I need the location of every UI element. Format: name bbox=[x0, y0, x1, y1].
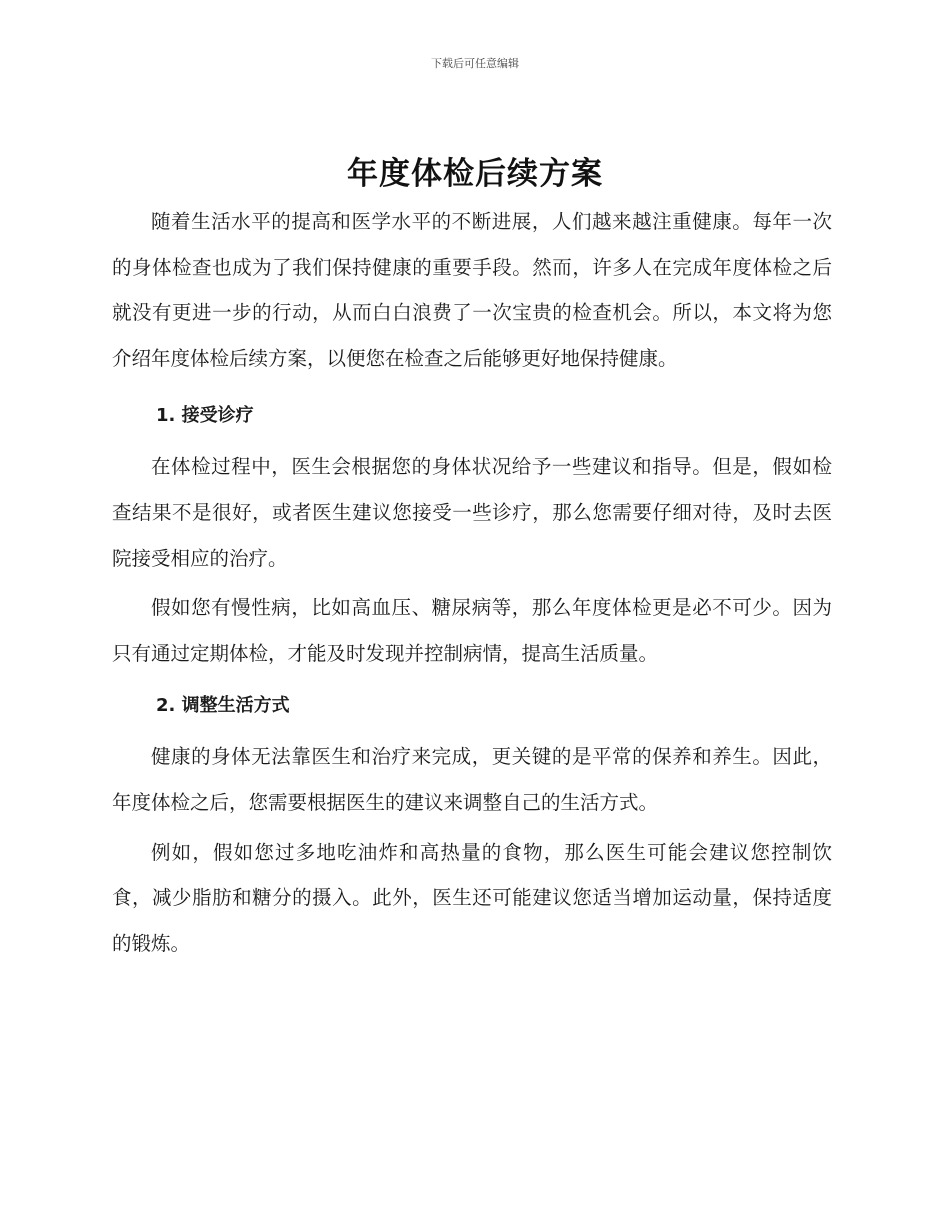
header-note: 下载后可任意编辑 bbox=[431, 57, 519, 70]
section-heading-treatment: 1. 接受诊疗 bbox=[156, 405, 254, 427]
intro-paragraph: 随着生活水平的提高和医学水平的不断进展，人们越来越注重健康。每年一次的身体检查也成为了我们保持健康的重要手段。然而，许多人在完成年度体检之后就没有更进一步的行动，从而白白浪费了一次宝贵的检查机会。所以，本文将为您介绍年度体检后续方案，以便您在检查之后能够更好地保持健康。 bbox=[112, 210, 832, 370]
section-1-paragraph-2: 假如您有慢性病，比如高血压、糖尿病等，那么年度体检更是必不可少。因为只有通过定期体检，才能及时发现并控制病情，提高生活质量。 bbox=[112, 596, 832, 665]
document-title: 年度体检后续方案 bbox=[347, 156, 603, 192]
section-heading-lifestyle: 2. 调整生活方式 bbox=[156, 695, 290, 717]
section-2-paragraph-2: 例如，假如您过多地吃油炸和高热量的食物，那么医生可能会建议您控制饮食，减少脂肪和糖分的摄入。此外，医生还可能建议您适当增加运动量，保持适度的锻炼。 bbox=[112, 840, 832, 955]
section-1-paragraph-1: 在体检过程中，医生会根据您的身体状况给予一些建议和指导。但是，假如检查结果不是很好，或者医生建议您接受一些诊疗，那么您需要仔细对待，及时去医院接受相应的治疗。 bbox=[112, 455, 832, 570]
document-body bbox=[112, 199, 832, 966]
section-2-paragraph-1: 健康的身体无法靠医生和治疗来完成，更关键的是平常的保养和养生。因此，年度体检之后，您需要根据医生的建议来调整自己的生活方式。 bbox=[112, 745, 832, 814]
